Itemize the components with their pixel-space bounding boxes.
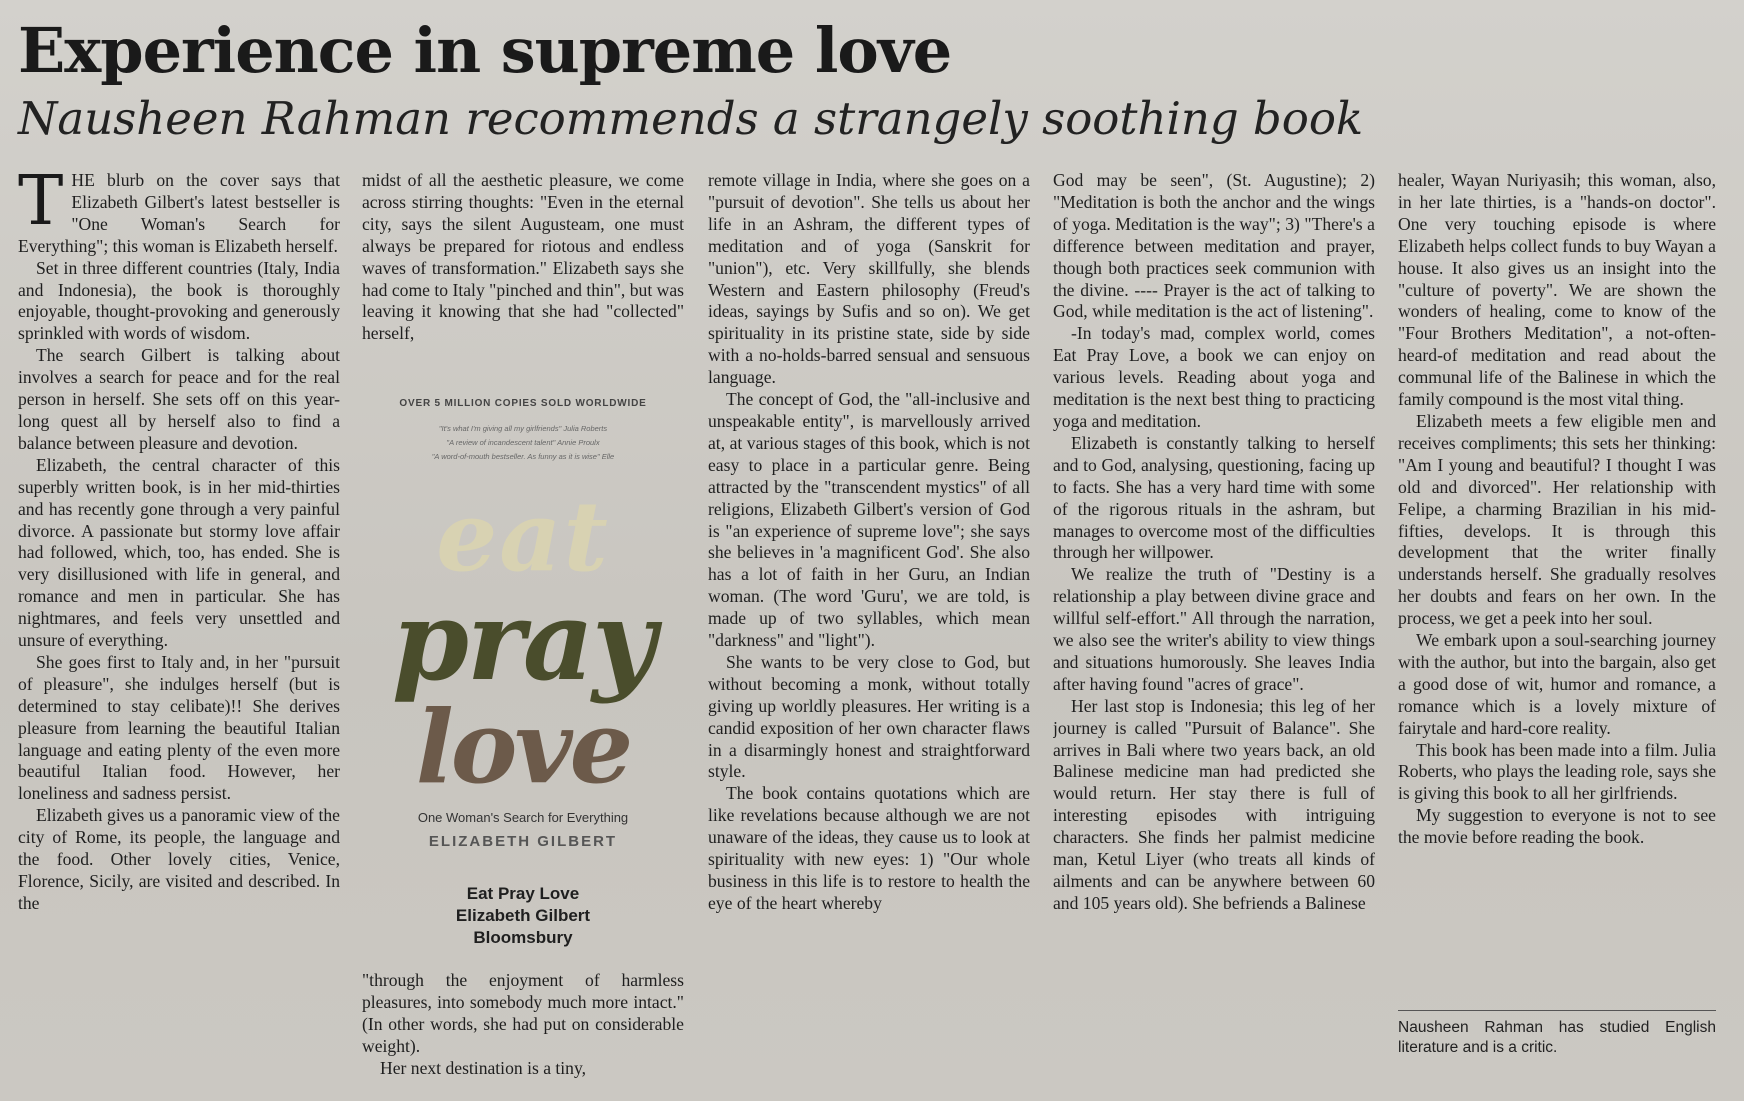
- cover-word-eat: eat: [436, 480, 610, 593]
- paragraph: Her next destination is a tiny,: [380, 1057, 587, 1078]
- cover-sales-line: OVER 5 MILLION COPIES SOLD WORLDWIDE: [399, 398, 647, 409]
- article-column-2-top: [362, 170, 684, 382]
- paragraph: Elizabeth is constantly talking to herself and to God, analysing, questioning, facing up to facts. She has a very hard time with some of the rigorous rituals in the ashram, but manages to overcome most of the difficulties through her willpower.: [1053, 432, 1375, 563]
- book-info-title: Eat Pray Love: [466, 884, 580, 903]
- cover-blurb: "A word-of-mouth bestseller. As funny as it is wise" Elle: [431, 452, 615, 461]
- cover-blurb: "A review of incandescent talent" Annie Proulx: [446, 438, 600, 447]
- paragraph: Her last stop is Indonesia; this leg of her journey is called "Pursuit of Balance". She arrives in Bali where two years back, an old Balinese medicine man had predicted she would return. Her stay there is full of interesting episodes with intriguing characters. She finds her palmist medicine man, Ketul Liyer (who treats all kinds of ailments and can be anywhere between 60 and 105 years old). She befriends a Balinese: [1053, 695, 1375, 913]
- drop-cap: T: [18, 170, 64, 241]
- article-column-2-bottom: [362, 970, 684, 1082]
- article-column-3: [708, 170, 1030, 1082]
- cover-word-pray: pray: [391, 576, 655, 705]
- paragraph: My suggestion to everyone is not to see the movie before reading the book.: [1398, 805, 1716, 848]
- paragraph: healer, Wayan Nuriyasih; this woman, also, in her late thirties, is a "hands-on doctor". One very touching episode is where Elizabeth helps collect funds to buy Wayan a house. It also gives us an insight into the "culture of poverty". We are shown the wonders of healing, come to know of the "Four Brothers Meditation", a not-often-heard-of meditation and read about the communal life of the Balinese in which the family compound is the most vital thing.: [1398, 170, 1716, 410]
- article-column-4: [1053, 170, 1375, 1082]
- headline: Experience in supreme love: [18, 14, 952, 87]
- article-column-5: [1398, 170, 1716, 1005]
- paragraph: "through the enjoyment of harmless pleasures, into somebody much more intact." (In other words, she had put on considerable weight).: [362, 970, 684, 1056]
- paragraph: She wants to be very close to God, but without becoming a monk, without totally giving up worldly pleasures. Her writing is a candid exposition of her own character flaws in a disarmingly honest and straightforward style.: [708, 651, 1030, 782]
- paragraph: The search Gilbert is talking about involves a search for peace and for the real person in herself. She sets off on this year-long quest all by herself also to find a balance between pleasure and devotion.: [18, 345, 340, 453]
- paragraph: midst of all the aesthetic pleasure, we come across stirring thoughts: "Even in the eternal city, says the silent Augusteam, one must always be prepared for riotous and endless waves of transformation." Elizabeth says she had come to Italy "pinched and thin", but was leaving it knowing that she had "collected" herself,: [362, 170, 684, 344]
- paragraph: This book has been made into a film. Julia Roberts, who plays the leading role, says she is giving this book to all her girlfriends.: [1398, 739, 1716, 804]
- paragraph: The concept of God, the "all-inclusive and unspeakable entity", is marvellously arrived at, at various stages of this book, which is not easy to place in a particular genre. Being attracted by the "transcendent mystics" of all religions, Elizabeth Gilbert's version of God is "an experience of supreme love"; she says she believes in 'a magnificent God'. She also has a lot of faith in her Guru, an Indian woman. (The word 'Guru', we are told, is made up of two syllables, which mean "darkness" and "light").: [708, 389, 1030, 651]
- author-bio: Nausheen Rahman has studied English literature and is a critic.: [1398, 1019, 1716, 1056]
- cover-author: ELIZABETH GILBERT: [428, 833, 618, 850]
- paragraph: We embark upon a soul-searching journey with the author, but into the bargain, also get a good dose of wit, humor and romance, a romance which is a lovely mixture of fairytale and hard-core reality.: [1398, 630, 1716, 738]
- book-info-publisher: Bloomsbury: [473, 928, 573, 947]
- paragraph: God may be seen", (St. Augustine); 2) "Meditation is both the anchor and the wings of yoga. Meditation is the way"; 3) "There's a difference between meditation and prayer, though both practices seek communion with the divine. ---- Prayer is the act of talking to God, while meditation is the act of listening".: [1053, 170, 1375, 322]
- paragraph: Elizabeth gives us a panoramic view of the city of Rome, its people, the language and the food. Other lovely cities, Venice, Florence, Sicily, are visited and described. In the: [18, 805, 340, 913]
- subheadline: Nausheen Rahman recommends a strangely soothing book: [18, 92, 1364, 145]
- paragraph: remote village in India, where she goes on a "pursuit of devotion". She tells us about her life in an Ashram, the different types of meditation and of yoga (Sanskrit for "union"), etc. Very skillfully, she blends Western and Eastern philosophy (Freud's ideas, sayings by Sufis and so on). We get spirituality in its pristine state, side by side with a no-holds-barred sensual and sensuous language.: [708, 170, 1030, 388]
- paragraph: The book contains quotations which are like revelations because although we are not unaware of the ideas, they cause us to look at spirituality with new eyes: 1) "Our whole business in this life is to restore to health the eye of the heart whereby: [708, 783, 1030, 913]
- bio-divider: [1398, 1010, 1716, 1011]
- paragraph: We realize the truth of "Destiny is a relationship a play between divine grace and willful self-effort." All through the narration, we also see the writer's ability to view things and situations humorously. She leaves India after having found "acres of grace".: [1053, 564, 1375, 694]
- paragraph: She goes first to Italy and, in her "pursuit of pleasure", she indulges herself (but is determined to stay celibate)!! She derives pleasure from learning the beautiful Italian language and eating plenty of the even more beautiful Italian food. However, her loneliness and sadness persist.: [18, 651, 340, 804]
- paragraph: Set in three different countries (Italy, India and Indonesia), the book is thoroughly enjoyable, thought-provoking and generously sprinkled with words of wisdom.: [18, 257, 340, 344]
- cover-subtitle: One Woman's Search for Everything: [417, 810, 629, 825]
- cover-word-love: love: [415, 688, 631, 806]
- paragraph: Elizabeth meets a few eligible men and receives compliments; this sets her thinking: "Am I young and beautiful? I thought I was old and divorced". Her relationship with Felipe, a charming Brazilian in his mid-fifties, develops. It is through this development that the writer finally understands herself. She gradually resolves her doubts and fears on her own. In the process, we get a peek into her soul.: [1398, 410, 1716, 629]
- cover-blurb: "It's what I'm giving all my girlfriends" Julia Roberts: [438, 424, 608, 433]
- book-info-author: Elizabeth Gilbert: [455, 906, 591, 925]
- paragraph: -In today's mad, complex world, comes Eat Pray Love, a book we can enjoy on various levels. Reading about yoga and meditation is the next best thing to practicing yoga and meditation.: [1053, 323, 1375, 431]
- book-cover-image: [362, 388, 684, 958]
- article-column-1: [18, 170, 340, 1082]
- paragraph: [18, 170, 340, 258]
- paragraph-text: HE blurb on the cover says that Elizabeth Gilbert's latest bestseller is "One Woman's Search for Everything"; this woman is Elizabeth herself.: [18, 170, 340, 256]
- paragraph: Elizabeth, the central character of this superbly written book, is in her mid-thirties and has recently gone through a very painful divorce. A passionate but stormy love affair had followed, which, too, has ended. She is very disillusioned with life in general, and romance and men in particular. She has nightmares, and feels very unsettled and unsure of everything.: [18, 454, 340, 651]
